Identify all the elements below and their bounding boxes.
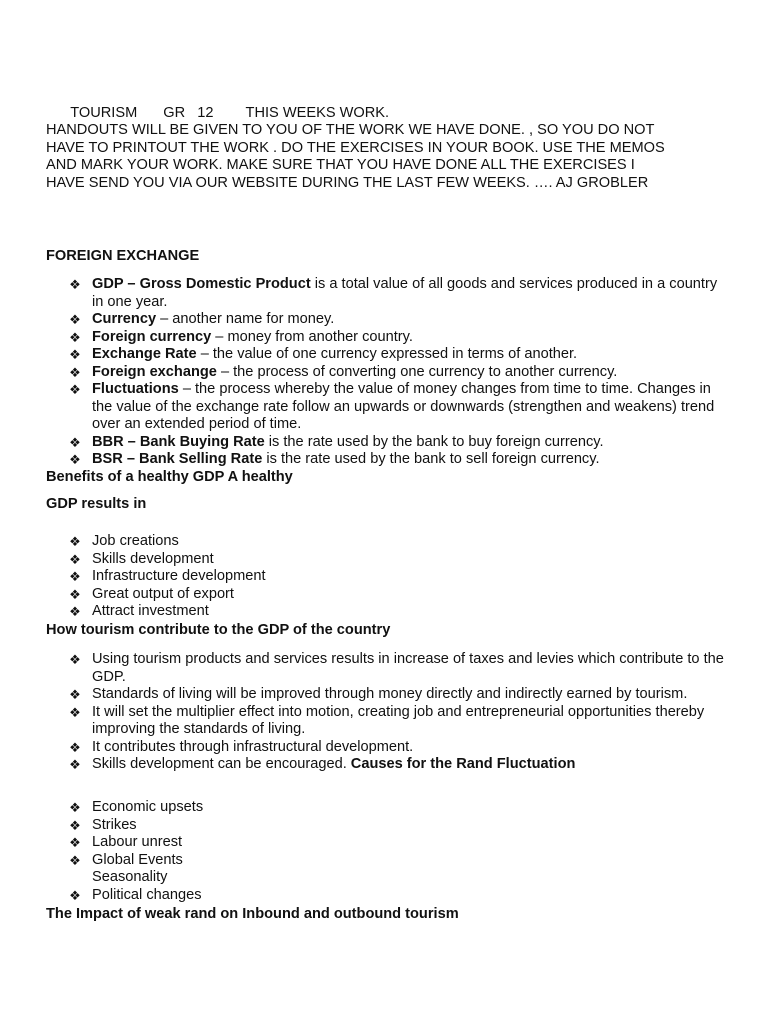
term-label: Currency xyxy=(92,311,157,327)
list-item xyxy=(68,533,732,551)
list-item xyxy=(68,451,732,469)
list-item xyxy=(68,603,732,621)
tourism-gdp-list xyxy=(68,651,732,774)
diamond-bullet-icon: ❖ xyxy=(69,704,81,720)
diamond-bullet-icon: ❖ xyxy=(69,534,81,549)
list-item-text: Political changes xyxy=(92,886,202,903)
list-item-text: Skills development xyxy=(92,550,214,567)
term-label: BBR – Bank Buying Rate xyxy=(92,433,265,450)
diamond-bullet-icon: ❖ xyxy=(69,852,81,868)
list-item-text: Economic upsets xyxy=(92,799,204,815)
list-item xyxy=(68,887,732,905)
header-title: THIS WEEKS WORK. xyxy=(245,104,390,121)
intro-line: HAVE TO PRINTOUT THE WORK . DO THE EXERCISES IN YOUR BOOK. USE THE MEMOS xyxy=(46,139,665,156)
list-item xyxy=(68,869,732,887)
term-label: Fluctuations xyxy=(92,381,179,397)
diamond-bullet-icon: ❖ xyxy=(69,312,81,327)
list-item xyxy=(68,817,732,835)
diamond-bullet-icon: ❖ xyxy=(69,652,81,667)
list-item-text: Skills development can be encouraged. xyxy=(92,756,351,772)
term-label: Exchange Rate xyxy=(92,346,197,362)
list-item xyxy=(68,686,732,704)
list-item xyxy=(68,799,732,817)
diamond-bullet-icon: ❖ xyxy=(69,887,81,903)
diamond-bullet-icon: ❖ xyxy=(69,687,81,702)
list-item-text: Using tourism products and services results in increase of taxes and levies which contribute to the GDP. xyxy=(92,651,724,685)
benefits-list xyxy=(68,533,732,621)
header-grade: GR 12 xyxy=(163,104,214,121)
list-item xyxy=(68,311,732,329)
list-item xyxy=(68,364,732,382)
term-definition: – the process whereby the value of money changes from time to time. Changes in the value of the exchange rate follow an upwards or downwards (strengthen and weakens) trend over an extended period of time. xyxy=(92,381,715,432)
diamond-bullet-icon: ❖ xyxy=(69,551,81,567)
list-item-text: Job creations xyxy=(92,533,179,549)
diamond-bullet-icon: ❖ xyxy=(69,586,81,602)
term-label: Foreign exchange xyxy=(92,363,217,380)
list-item xyxy=(68,586,732,604)
list-item xyxy=(68,834,732,852)
list-item-text: Strikes xyxy=(92,816,137,833)
intro-line: HAVE SEND YOU VIA OUR WEBSITE DURING THE LAST FEW WEEKS. …. AJ GROBLER xyxy=(46,174,649,191)
list-item xyxy=(68,276,732,311)
list-item-text: Seasonality xyxy=(92,869,168,885)
term-definition: is a total value of all goods and services produced in a country in one year. xyxy=(92,276,718,310)
list-item xyxy=(68,852,732,870)
diamond-bullet-icon: ❖ xyxy=(69,347,81,362)
list-item xyxy=(68,739,732,757)
term-definition: – money from another country. xyxy=(211,328,413,345)
diamond-bullet-icon: ❖ xyxy=(69,364,81,380)
term-label: BSR – Bank Selling Rate xyxy=(92,451,263,467)
term-definition: is the rate used by the bank to buy foreign currency. xyxy=(264,433,604,450)
list-item xyxy=(68,704,732,739)
rand-causes-list xyxy=(68,799,732,904)
list-item-text: Labour unrest xyxy=(92,834,183,850)
list-item-text: It will set the multiplier effect into motion, creating job and entrepreneurial opportunities thereby improving the standards of living. xyxy=(92,703,705,737)
diamond-bullet-icon: ❖ xyxy=(69,382,81,397)
list-item xyxy=(68,329,732,347)
list-item-text: Great output of export xyxy=(92,585,234,602)
term-label: Foreign currency xyxy=(92,328,212,345)
list-item xyxy=(68,434,732,452)
list-item xyxy=(68,551,732,569)
diamond-bullet-icon: ❖ xyxy=(69,835,81,850)
term-definition: – another name for money. xyxy=(156,311,335,327)
impact-heading: The Impact of weak rand on Inbound and outbound tourism xyxy=(46,906,459,922)
diamond-bullet-icon: ❖ xyxy=(69,569,81,584)
diamond-bullet-icon: ❖ xyxy=(69,452,81,467)
term-definition: – the process of converting one currency to another currency. xyxy=(216,363,618,380)
diamond-bullet-icon: ❖ xyxy=(69,277,81,292)
list-item xyxy=(68,756,732,774)
benefits-heading-cont: GDP results in xyxy=(46,496,147,512)
rand-fluctuation-heading: Causes for the Rand Fluctuation xyxy=(350,756,576,772)
intro-paragraph xyxy=(46,122,746,192)
term-label: GDP – Gross Domestic Product xyxy=(92,276,311,292)
diamond-bullet-icon: ❖ xyxy=(69,739,81,755)
term-definition: is the rate used by the bank to sell foreign currency. xyxy=(262,451,600,467)
list-item xyxy=(68,568,732,586)
list-item-text: Infrastructure development xyxy=(92,568,266,584)
diamond-bullet-icon: ❖ xyxy=(69,434,81,450)
foreign-exchange-heading: FOREIGN EXCHANGE xyxy=(46,248,200,264)
list-item xyxy=(68,346,732,364)
foreign-exchange-list xyxy=(68,276,732,469)
header-subject: TOURISM xyxy=(70,104,138,121)
list-item xyxy=(68,381,732,434)
list-item-text: It contributes through infrastructural development. xyxy=(92,738,414,755)
diamond-bullet-icon: ❖ xyxy=(69,817,81,833)
diamond-bullet-icon: ❖ xyxy=(69,604,81,619)
list-item-text: Global Events xyxy=(92,851,183,868)
term-definition: – the value of one currency expressed in terms of another. xyxy=(196,346,578,362)
intro-line: AND MARK YOUR WORK. MAKE SURE THAT YOU HAVE DONE ALL THE EXERCISES I xyxy=(46,157,635,173)
list-item xyxy=(68,651,732,686)
list-item-text: Standards of living will be improved through money directly and indirectly earned by tourism. xyxy=(92,686,688,702)
diamond-bullet-icon: ❖ xyxy=(69,800,81,815)
list-item-text: Attract investment xyxy=(92,603,209,619)
diamond-bullet-icon: ❖ xyxy=(69,329,81,345)
benefits-heading: Benefits of a healthy GDP A healthy xyxy=(46,469,293,485)
tourism-gdp-heading: How tourism contribute to the GDP of the country xyxy=(46,622,391,638)
diamond-bullet-icon: ❖ xyxy=(69,757,81,772)
intro-line: HANDOUTS WILL BE GIVEN TO YOU OF THE WORK WE HAVE DONE. , SO YOU DO NOT xyxy=(46,122,655,138)
